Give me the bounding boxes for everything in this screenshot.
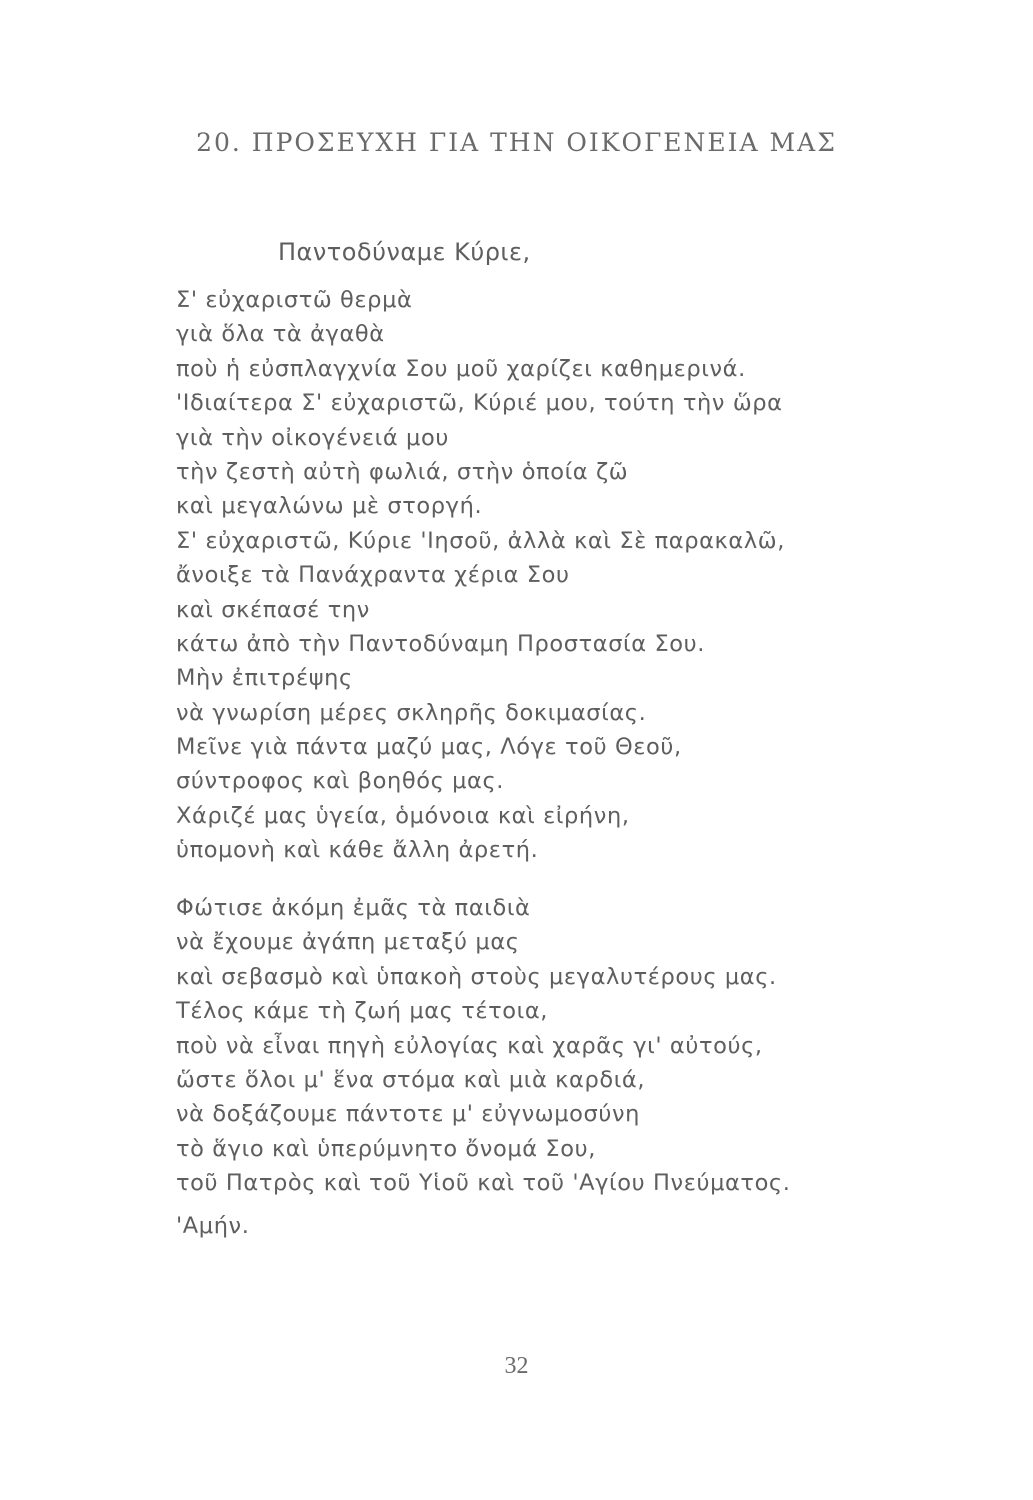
- prayer-line: καὶ σεβασμὸ καὶ ὑπακοὴ στοὺς μεγαλυτέρους μας.: [176, 963, 777, 990]
- closing-amen: 'Αμήν.: [176, 1213, 250, 1239]
- prayer-line: Μὴν ἐπιτρέψης: [176, 665, 353, 692]
- prayer-line: τὸ ἅγιο καὶ ὑπερύμνητο ὄνομά Σου,: [176, 1135, 596, 1162]
- prayer-line: νὰ δοξάζουμε πάντοτε μ' εὐγνωμοσύνη: [176, 1101, 640, 1128]
- prayer-line: σύντροφος καὶ βοηθός μας.: [176, 768, 505, 795]
- prayer-line: τοῦ Πατρὸς καὶ τοῦ Υἱοῦ καὶ τοῦ 'Αγίου Πνεύματος.: [176, 1170, 791, 1197]
- prayer-line: ποὺ ἡ εὐσπλαγχνία Σου μοῦ χαρίζει καθημερινά.: [176, 355, 746, 382]
- prayer-line: ποὺ νὰ εἶναι πηγὴ εὐλογίας καὶ χαρᾶς γι' αὐτούς,: [176, 1032, 763, 1059]
- prayer-line: γιὰ τὴν οἰκογένειά μου: [176, 424, 449, 451]
- prayer-line: Χάριζέ μας ὑγεία, ὁμόνοια καὶ εἰρήνη,: [176, 802, 630, 829]
- stanza-2: [176, 891, 791, 1201]
- salutation: Παντοδύναμε Κύριε,: [278, 238, 531, 266]
- prayer-line: 'Ιδιαίτερα Σ' εὐχαριστῶ, Κύριέ μου, τούτη τὴν ὥρα: [176, 390, 783, 417]
- prayer-line: ἄνοιξε τὰ Πανάχραντα χέρια Σου: [176, 562, 570, 589]
- prayer-line: τὴν ζεστὴ αὐτὴ φωλιά, στὴν ὁποία ζῶ: [176, 458, 629, 485]
- prayer-line: Σ' εὐχαριστῶ, Κύριε 'Ιησοῦ, ἀλλὰ καὶ Σὲ παρακαλῶ,: [176, 527, 785, 554]
- page-title: 20. ΠΡΟΣΕΥΧΗ ΓΙΑ ΤΗΝ ΟΙΚΟΓΕΝΕΙΑ ΜΑΣ: [196, 128, 837, 157]
- prayer-line: Φώτισε ἀκόμη ἐμᾶς τὰ παιδιὰ: [176, 895, 531, 921]
- stanza-1: [176, 283, 785, 868]
- page-number: 32: [504, 1353, 529, 1379]
- prayer-line: γιὰ ὅλα τὰ ἀγαθὰ: [176, 321, 385, 348]
- prayer-line: καὶ μεγαλώνω μὲ στοργή.: [176, 493, 483, 520]
- prayer-line: νὰ γνωρίση μέρες σκληρῆς δοκιμασίας.: [176, 699, 647, 726]
- prayer-line: καὶ σκέπασέ την: [176, 596, 370, 623]
- prayer-line: Σ' εὐχαριστῶ θερμὰ: [176, 287, 413, 313]
- prayer-line: Μεῖνε γιὰ πάντα μαζύ μας, Λόγε τοῦ Θεοῦ,: [176, 734, 682, 761]
- prayer-line: κάτω ἀπὸ τὴν Παντοδύναμη Προστασία Σου.: [176, 630, 706, 657]
- prayer-line: νὰ ἔχουμε ἀγάπη μεταξύ μας: [176, 929, 520, 956]
- prayer-line: Τέλος κάμε τὴ ζωή μας τέτοια,: [176, 998, 549, 1025]
- prayer-line: ὥστε ὅλοι μ' ἕνα στόμα καὶ μιὰ καρδιά,: [176, 1066, 646, 1093]
- prayer-line: ὑπομονὴ καὶ κάθε ἄλλη ἀρετή.: [176, 837, 539, 864]
